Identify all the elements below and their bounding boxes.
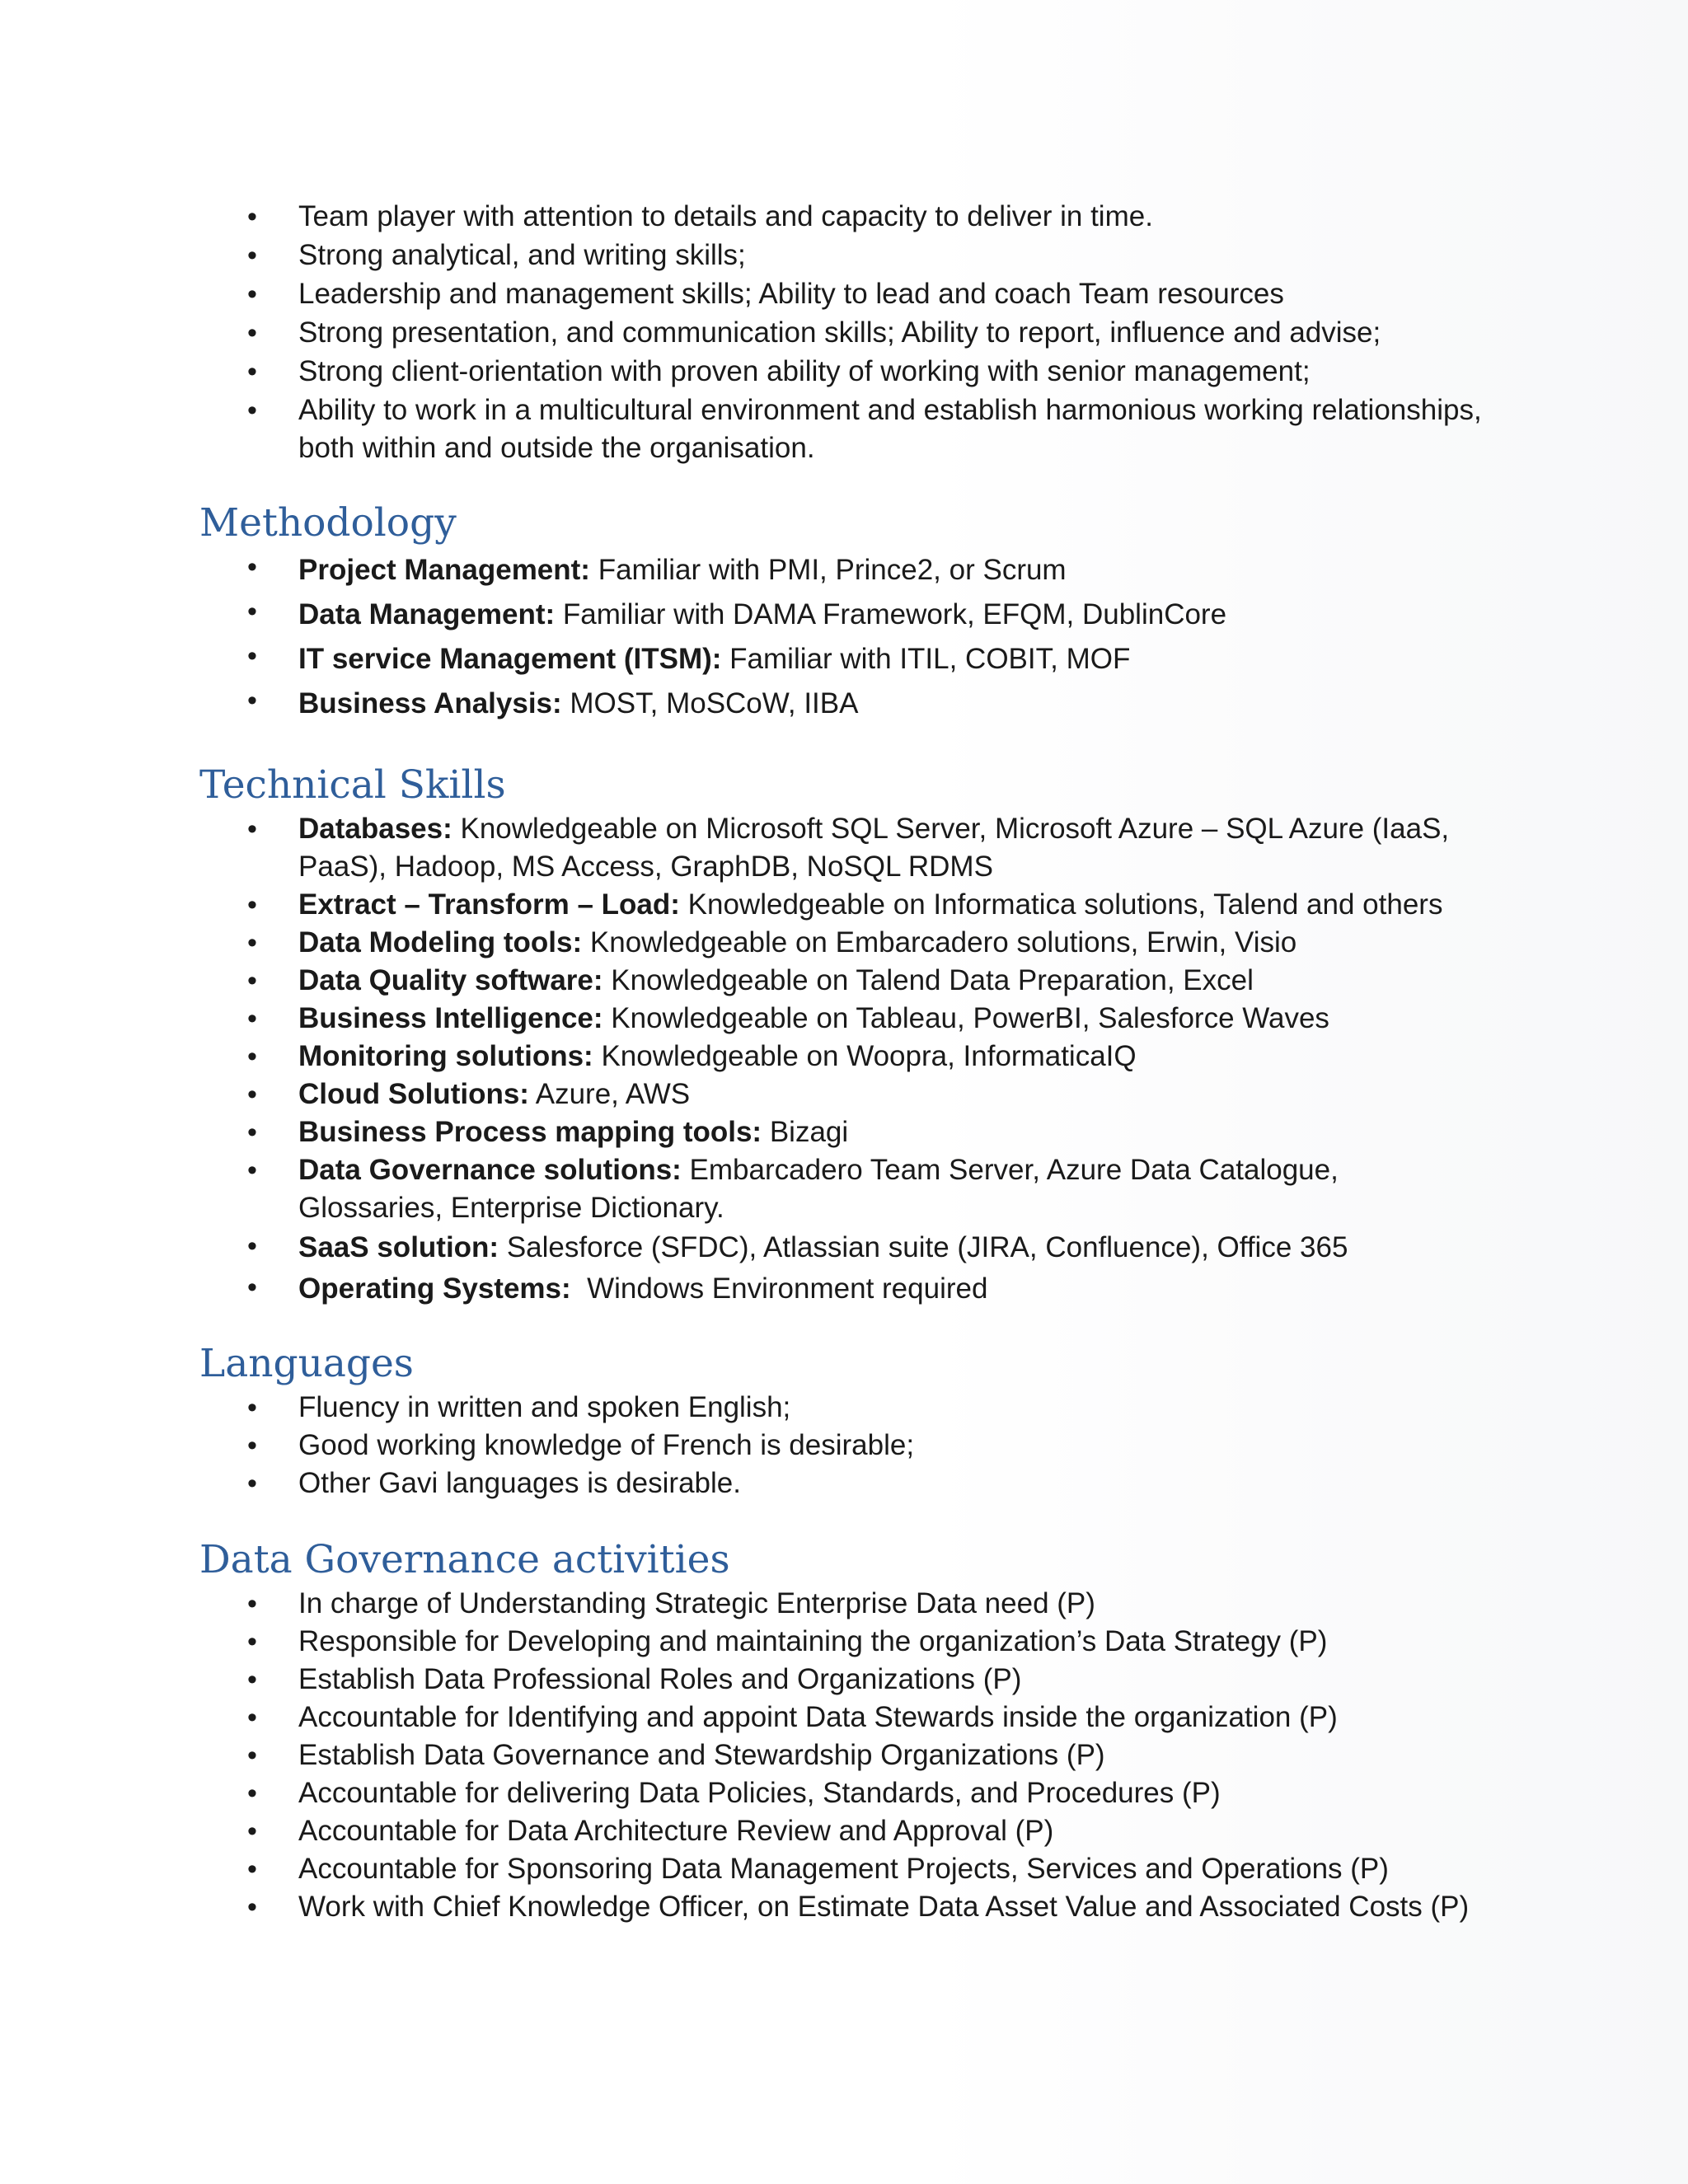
bullet-icon: •	[247, 201, 257, 232]
list-item	[199, 924, 1485, 962]
item-label: Data Governance solutions:	[298, 1154, 682, 1186]
list-item	[199, 275, 1485, 313]
bullet-icon: •	[247, 279, 257, 310]
bullet-icon: •	[247, 685, 257, 716]
list-item	[199, 237, 1485, 274]
bullet-icon: •	[247, 1272, 257, 1303]
item-label: Business Intelligence:	[298, 1002, 603, 1034]
bullet-icon: •	[247, 1117, 257, 1148]
item-text: Accountable for delivering Data Policies, Standards, and Procedures (P)	[298, 1777, 1221, 1809]
bullet-icon: •	[247, 1041, 257, 1072]
list-item	[199, 1151, 1485, 1227]
item-label: Databases:	[298, 813, 452, 845]
intro-bullet-text: Strong presentation, and communication skills; Ability to report, influence and advise;	[298, 316, 1381, 349]
bullet-icon: •	[247, 1155, 257, 1186]
list-item	[199, 1427, 1485, 1465]
list-item	[199, 1661, 1485, 1699]
methodology-heading: Methodology	[199, 500, 457, 546]
item-text: Windows Environment required	[570, 1272, 988, 1305]
item-label: Data Modeling tools:	[298, 926, 583, 958]
bullet-icon: •	[247, 1079, 257, 1110]
bullet-icon: •	[247, 813, 257, 845]
list-item	[199, 1268, 1485, 1310]
item-label: Data Management:	[298, 598, 556, 630]
list-item	[199, 314, 1485, 352]
list-item	[199, 1888, 1485, 1926]
list-item	[199, 962, 1485, 1000]
bullet-icon: •	[247, 551, 257, 583]
item-text: Fluency in written and spoken English;	[298, 1391, 791, 1423]
item-label: Operating Systems:	[298, 1272, 571, 1305]
list-item	[199, 1850, 1485, 1888]
intro-bullet-text: Ability to work in a multicultural environment and establish harmonious working relationships, both within and outside the organisation.	[298, 394, 1482, 464]
list-item	[199, 1389, 1485, 1427]
list-item	[199, 1736, 1485, 1774]
bullet-icon: •	[247, 1003, 257, 1034]
item-label: Business Process mapping tools:	[298, 1116, 762, 1148]
item-text: Accountable for Data Architecture Review and Approval (P)	[298, 1815, 1054, 1847]
item-text: Bizagi	[762, 1116, 849, 1148]
bullet-icon: •	[247, 1468, 257, 1499]
list-item	[199, 1585, 1485, 1623]
item-text: Knowledgeable on Embarcadero solutions, Erwin, Visio	[582, 926, 1297, 958]
bullet-icon: •	[247, 1626, 257, 1657]
data-governance-list	[199, 1585, 1485, 1926]
item-label: IT service Management (ITSM):	[298, 643, 722, 675]
list-item	[199, 810, 1485, 886]
item-label: Monitoring solutions:	[298, 1040, 593, 1072]
bullet-icon: •	[247, 1891, 257, 1923]
item-label: SaaS solution:	[298, 1231, 499, 1263]
intro-bullet-text: Team player with attention to details and capacity to deliver in time.	[298, 200, 1153, 232]
bullet-icon: •	[247, 1392, 257, 1423]
item-text: Embarcadero Team Server, Azure Data Catalogue, Glossaries, Enterprise Dictionary.	[298, 1154, 1339, 1224]
item-text: Work with Chief Knowledge Officer, on Estimate Data Asset Value and Associated Costs (P)	[298, 1891, 1470, 1923]
bullet-icon: •	[247, 1230, 257, 1262]
item-text: Knowledgeable on Woopra, InformaticaIQ	[593, 1040, 1137, 1072]
item-label: Extract – Transform – Load:	[298, 888, 680, 921]
list-item	[199, 682, 1485, 726]
item-text: Azure, AWS	[528, 1078, 691, 1110]
bullet-icon: •	[247, 1740, 257, 1771]
item-label: Cloud Solutions:	[298, 1078, 529, 1110]
bullet-icon: •	[247, 927, 257, 958]
item-text: Familiar with ITIL, COBIT, MOF	[721, 643, 1131, 675]
item-text: Responsible for Developing and maintaining the organization’s Data Strategy (P)	[298, 1625, 1328, 1657]
item-text: Accountable for Identifying and appoint Data Stewards inside the organization (P)	[298, 1701, 1338, 1733]
item-text: Familiar with DAMA Framework, EFQM, DublinCore	[555, 598, 1227, 630]
list-item	[199, 1774, 1485, 1812]
data-governance-heading: Data Governance activities	[199, 1537, 730, 1582]
item-label: Business Analysis:	[298, 687, 562, 719]
item-text: Establish Data Professional Roles and Organizations (P)	[298, 1663, 1022, 1695]
item-label: Data Quality software:	[298, 964, 603, 996]
bullet-icon: •	[247, 965, 257, 996]
intro-bullet-text: Strong client-orientation with proven ability of working with senior management;	[298, 355, 1311, 387]
intro-bullet-list	[199, 198, 1485, 467]
languages-list	[199, 1389, 1485, 1502]
list-item	[199, 1076, 1485, 1113]
bullet-icon: •	[247, 1664, 257, 1695]
list-item	[199, 1000, 1485, 1038]
item-text: Knowledgeable on Microsoft SQL Server, Microsoft Azure – SQL Azure (IaaS, PaaS), Hadoop, MS Access, GraphDB, NoSQL RDMS	[298, 813, 1450, 883]
technical-skills-heading: Technical Skills	[199, 762, 506, 808]
bullet-icon: •	[247, 1816, 257, 1847]
document-content	[199, 198, 1485, 1926]
list-item	[199, 886, 1485, 924]
item-label: Project Management:	[298, 554, 590, 586]
list-item	[199, 1227, 1485, 1268]
list-item	[199, 1113, 1485, 1151]
item-text: Knowledgeable on Tableau, PowerBI, Salesforce Waves	[603, 1002, 1329, 1034]
list-item	[199, 1465, 1485, 1502]
bullet-icon: •	[247, 596, 257, 627]
item-text: Establish Data Governance and Stewardship Organizations (P)	[298, 1739, 1105, 1771]
list-item	[199, 548, 1485, 593]
bullet-icon: •	[247, 356, 257, 387]
bullet-icon: •	[247, 1430, 257, 1461]
list-item	[199, 391, 1485, 467]
item-text: Knowledgeable on Informatica solutions, Talend and others	[679, 888, 1443, 921]
languages-heading: Languages	[199, 1341, 414, 1386]
bullet-icon: •	[247, 640, 257, 672]
list-item	[199, 637, 1485, 682]
bullet-icon: •	[247, 395, 257, 426]
list-item	[199, 1623, 1485, 1661]
bullet-icon: •	[247, 240, 257, 271]
list-item	[199, 198, 1485, 236]
bullet-icon: •	[247, 1778, 257, 1809]
bullet-icon: •	[247, 317, 257, 349]
item-text: Other Gavi languages is desirable.	[298, 1467, 741, 1499]
intro-bullet-text: Leadership and management skills; Ability to lead and coach Team resources	[298, 278, 1284, 310]
bullet-icon: •	[247, 1702, 257, 1733]
item-text: Knowledgeable on Talend Data Preparation, Excel	[603, 964, 1254, 996]
list-item	[199, 353, 1485, 391]
list-item	[199, 1699, 1485, 1736]
bullet-icon: •	[247, 889, 257, 921]
intro-bullet-text: Strong analytical, and writing skills;	[298, 239, 746, 271]
technical-skills-list	[199, 810, 1485, 1310]
item-text: Good working knowledge of French is desirable;	[298, 1429, 915, 1461]
item-text: Familiar with PMI, Prince2, or Scrum	[589, 554, 1067, 586]
list-item	[199, 1812, 1485, 1850]
item-text: MOST, MoSCoW, IIBA	[561, 687, 859, 719]
list-item	[199, 593, 1485, 637]
item-text: Salesforce (SFDC), Atlassian suite (JIRA, Confluence), Office 365	[499, 1231, 1348, 1263]
bullet-icon: •	[247, 1854, 257, 1885]
list-item	[199, 1038, 1485, 1076]
bullet-icon: •	[247, 1588, 257, 1619]
item-text: Accountable for Sponsoring Data Management Projects, Services and Operations (P)	[298, 1853, 1389, 1885]
item-text: In charge of Understanding Strategic Enterprise Data need (P)	[298, 1587, 1095, 1619]
methodology-list	[199, 548, 1485, 726]
